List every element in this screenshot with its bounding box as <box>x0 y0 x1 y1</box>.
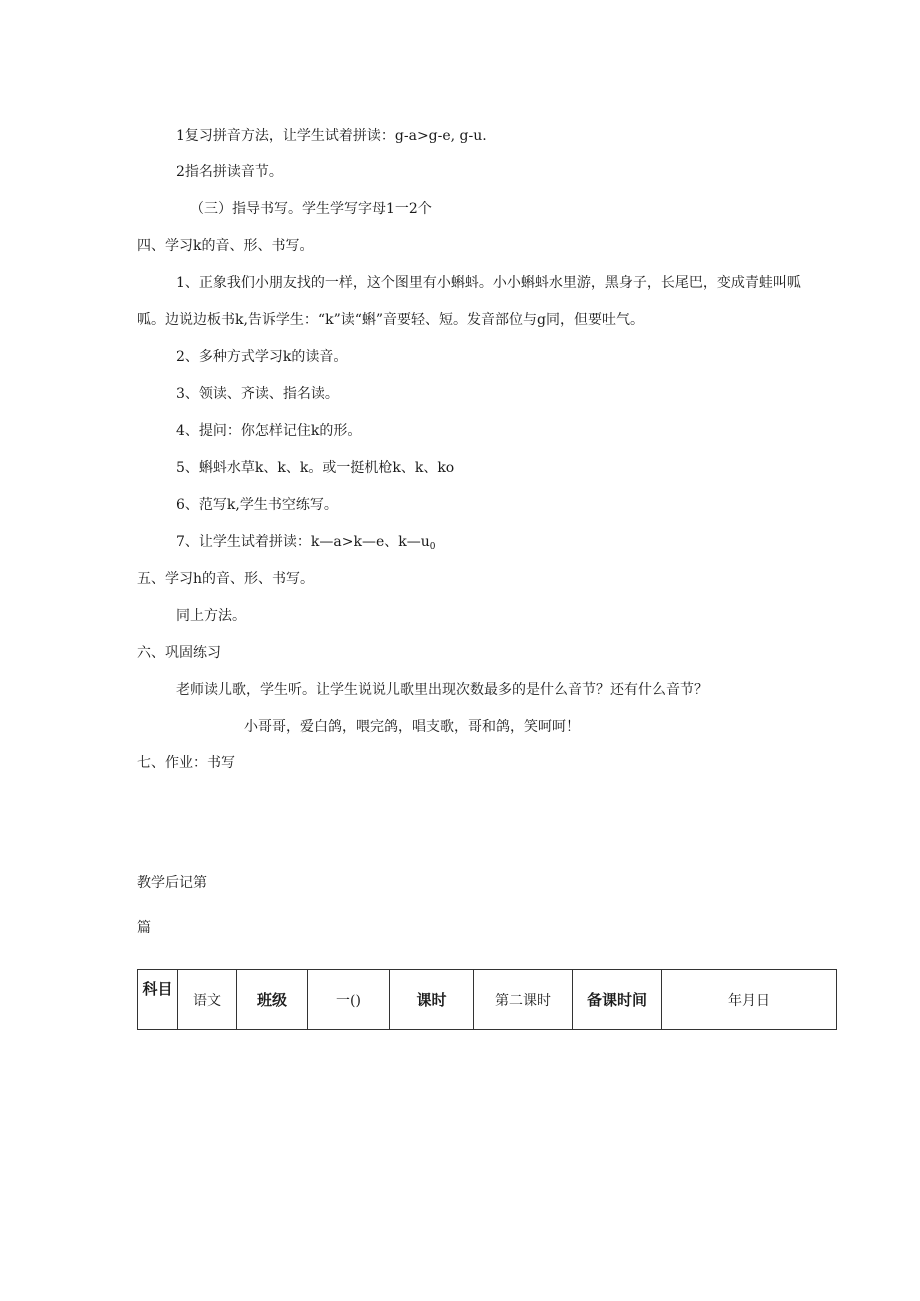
lesson-value-cell: 第二课时 <box>474 970 573 1030</box>
section-heading: 六、巩固练习 <box>137 645 221 661</box>
table-row <box>138 970 837 1030</box>
text-line: 4、提问：你怎样记住k的形。 <box>176 423 362 439</box>
text-line: 2指名拼读音节。 <box>176 164 283 180</box>
lesson-info-table <box>137 969 837 1030</box>
text-line: 1复习拼音方法，让学生试着拼读：g-a>g-e, g-u. <box>176 128 487 144</box>
chapter-label: 篇 <box>137 920 151 936</box>
text-line-main: 7、让学生试着拼读：k—a>k—e、k—u <box>176 534 430 550</box>
text-line: 同上方法。 <box>176 608 246 624</box>
postscript-label: 教学后记第 <box>137 875 207 891</box>
text-line: 老师读儿歌，学生听。让学生说说儿歌里出现次数最多的是什么音节？还有什么音节？ <box>176 682 708 698</box>
text-line: （三）指导书写。学生学写字母1一2个 <box>190 201 432 217</box>
text-line: 1、正象我们小朋友找的一样，这个图里有小蝌蚪。小小蝌蚪水里游，黑身子，长尾巴，变成青蛙叫呱 <box>176 275 801 291</box>
text-line <box>176 532 435 557</box>
text-line: 3、领读、齐读、指名读。 <box>176 386 339 402</box>
text-line: 2、多种方式学习k的读音。 <box>176 349 348 365</box>
rhyme-line: 小哥哥，爱白鸽，喂完鸽，唱支歌，哥和鸽，笑呵呵！ <box>244 719 580 735</box>
subject-value-cell: 语文 <box>178 970 237 1030</box>
lesson-label-cell: 课时 <box>390 970 474 1030</box>
text-line-subscript: 0 <box>429 542 436 552</box>
prep-time-value-cell: 年月日 <box>662 970 837 1030</box>
class-label-cell: 班级 <box>237 970 308 1030</box>
text-line: 5、蝌蚪水草k、k、k。或一挺机枪k、k、ko <box>176 460 455 476</box>
text-line: 呱。边说边板书k,告诉学生：“k”读“蝌”音要轻、短。发音部位与g同，但要吐气。 <box>137 312 645 328</box>
prep-time-label-cell: 备课时间 <box>573 970 662 1030</box>
subject-label-cell: 科目 <box>138 970 178 1030</box>
class-value-cell: 一() <box>308 970 390 1030</box>
text-line: 6、范写k,学生书空练写。 <box>176 497 338 513</box>
section-heading: 五、学习h的音、形、书写。 <box>137 571 315 587</box>
section-heading: 七、作业：书写 <box>137 755 235 771</box>
section-heading: 四、学习k的音、形、书写。 <box>137 238 314 254</box>
